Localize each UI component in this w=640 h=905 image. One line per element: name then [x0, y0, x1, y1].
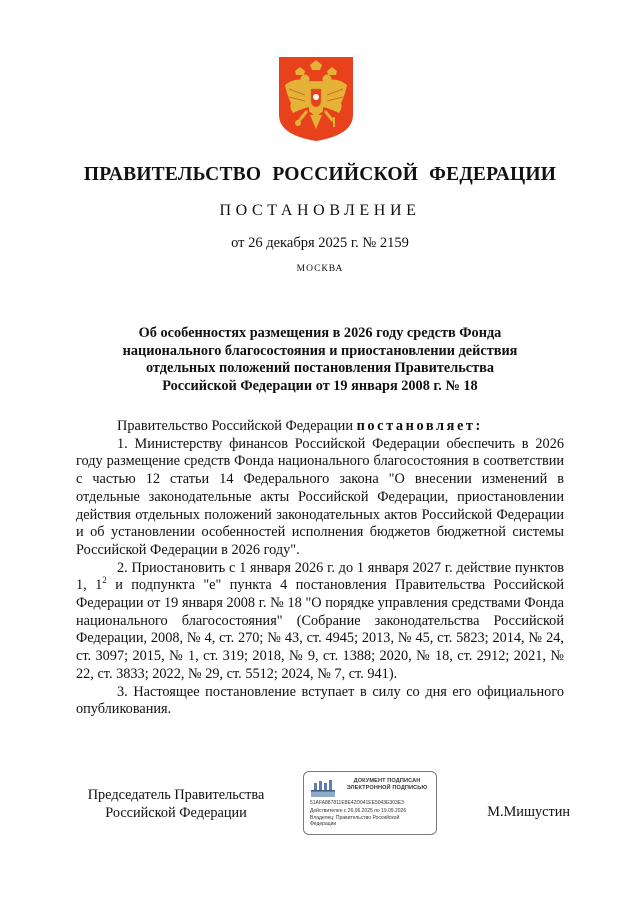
- intro-verb: постановляет:: [356, 418, 483, 434]
- document-date-number: от 26 декабря 2025 г. № 2159: [231, 235, 409, 251]
- stamp-title: [340, 778, 434, 792]
- stamp-owner: Федерации: [310, 821, 337, 827]
- paragraph-3: 3. Настоящее постановление вступает в силу со дня его официального опубликования.: [76, 683, 564, 718]
- signer-position-line: Председатель Правительства: [87, 787, 265, 803]
- stamp-validity: Действителен с 26.06.2025 по 19.09.2026: [310, 808, 407, 814]
- paragraph-2-superscript: 2: [102, 575, 107, 586]
- paragraph-1: 1. Министерству финансов Российской Федерации обеспечить в 2026 году размещение средств Фонда национального благосостояния в соответствии с частью 12 статьи 14 Федерального закона "О внесении изменений в отдельные законодательные акты Российской Федерации, приостановлении действия отдельных положений законодательных актов Российской Федерации и об установлении особенностей исполнения бюджетов бюджетной системы Российской Федерации в 2026 году".: [76, 435, 564, 558]
- paragraph-2-start: 2. Приостановить с 1 января 2026 г. до 1 января 2027 г. действие пунктов 1, 1: [76, 559, 564, 594]
- paragraph-2: [76, 560, 564, 684]
- document-subject: [90, 325, 550, 396]
- stamp-owner: Владелец: Правительство Российской: [310, 815, 400, 821]
- stamp-title-line: ДОКУМЕНТ ПОДПИСАН: [353, 778, 421, 784]
- electronic-signature-stamp: [303, 771, 437, 835]
- stamp-serial: 51AFA887811E8E42D041EE5043E303E3: [310, 800, 404, 806]
- subject-line: отдельных положений постановления Правительства: [145, 360, 495, 377]
- document-body: [76, 418, 564, 719]
- subject-line: Российской Федерации от 19 января 2008 г. № 18: [162, 378, 478, 395]
- document-type: ПОСТАНОВЛЕНИЕ: [219, 202, 421, 219]
- document-city: МОСКВА: [296, 264, 344, 274]
- stamp-title-line: ЭЛЕКТРОННОЙ ПОДПИСЬЮ: [346, 785, 428, 791]
- signer-name: М.Мишустин: [487, 804, 570, 820]
- intro-prefix: Правительство Российской Федерации: [117, 418, 357, 434]
- signer-position-line: Российской Федерации: [105, 804, 247, 821]
- signature-certificate-icon: [310, 778, 336, 798]
- intro-paragraph: [76, 418, 564, 436]
- signer-position: [76, 787, 276, 822]
- russian-coat-of-arms-icon: [277, 55, 355, 143]
- paragraph-2-rest: и подпункта "е" пункта 4 постановления Правительства Российской Федерации от 19 января 2008 г. № 18 "О порядке управления средствами Фонда национального благосостояния" (Собрание законодательства Российской Федерации, 2008, № 4, ст. 270; № 43, ст. 4945; 2013, № 45, ст. 5823; 2014, № 24, ст. 3097; 2015, № 1, ст. 319; 2018, № 9, ст. 1388; 2020, № 18, ст. 2912; 2021, № 22, ст. 3833; 2022, № 29, ст. 5512; 2024, № 7, ст. 941).: [76, 577, 564, 682]
- subject-line: Об особенностях размещения в 2026 году средств Фонда: [138, 325, 502, 341]
- government-title: ПРАВИТЕЛЬСТВО РОССИЙСКОЙ ФЕДЕРАЦИИ: [83, 164, 557, 185]
- subject-line: национального благосостояния и приостановлении действия: [122, 342, 518, 359]
